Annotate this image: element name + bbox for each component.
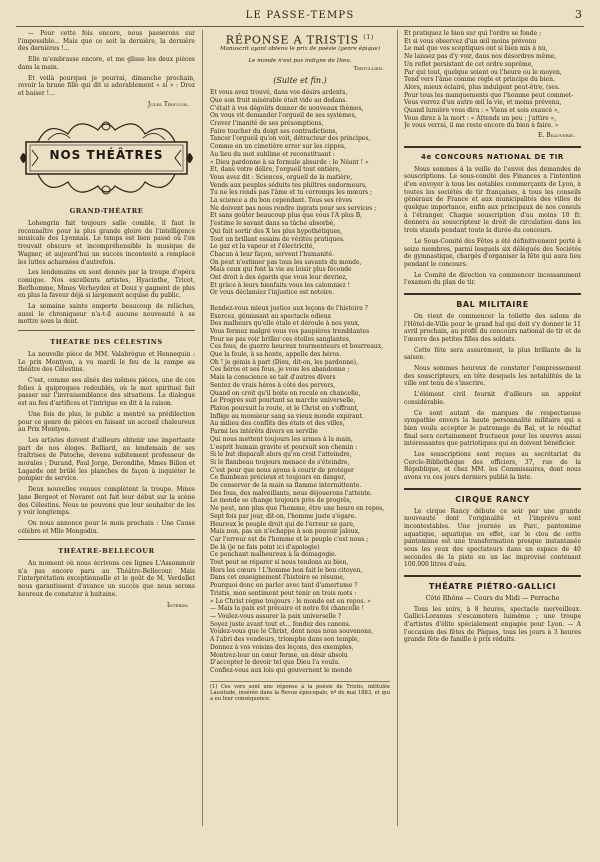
paragraph: Le Comité de direction va commencer incessamment l'examen du plan de tir. xyxy=(404,271,581,287)
verse-line: Si le but disparaît alors qu'on croit l'atteindre, xyxy=(210,451,352,459)
verse-line: Ne peut, non plus que l'homme, être une heure en repos, xyxy=(210,505,385,513)
poem-verses-end xyxy=(404,30,581,130)
section-title-celestins: THÉATRE DES CÉLESTINS xyxy=(50,338,163,347)
page-header xyxy=(16,6,584,27)
verse-line: Tristis, mon sentiment peut tenir en trois mots : xyxy=(210,589,357,597)
section-title-tir: 4e CONCOURS NATIONAL DE TIR xyxy=(421,152,564,161)
verse-line: — Voulez-vous assurer la paix universelle ? xyxy=(210,612,342,620)
verse-line: Car l'erreur est de l'homme et le peuple c'est nous ; xyxy=(210,535,369,543)
verse-line: Sept fois par jour, dit-on, l'homme juste s'égare. xyxy=(210,512,357,520)
verse-line: Le mal que vos sceptiques ont si bien mis à nu, xyxy=(404,45,548,53)
paragraph: Elle m'embrasse encore, et me glisse les deux pièces dans la main. xyxy=(18,56,195,71)
banner-title: NOS THÉÂTRES xyxy=(49,148,164,163)
verse-line: De conserver de la main sa flamme intermittente. xyxy=(210,482,362,490)
bellecour-paragraphs xyxy=(18,560,195,599)
intro-signature: Jules Troccon. xyxy=(147,100,189,108)
column-divider xyxy=(397,30,398,826)
section-divider xyxy=(18,330,195,331)
verse-line: J'estime le savant dans sa tâche absorbé, xyxy=(210,220,336,228)
verse-line: Qui fait sortir des X les plus hypothétiques, xyxy=(210,227,343,235)
verse-line: Sentez de vrais héros à côté des pervers, xyxy=(210,381,336,389)
verse-line: Je vous verrai, il me reste encore du bien à faire. » xyxy=(404,122,559,130)
verse-line: Ces fous, de guerre heureux tourmenteurs et bourreaux, xyxy=(210,343,384,351)
verse-line: Ne laissez pas d'y voir, dans nos désordres même, xyxy=(404,53,557,61)
verse-line: — Mais la paix est précaire et notre foi chancelle ! xyxy=(210,605,364,613)
paragraph: La nouvelle pièce de MM. Valabrègue et Hennequin : Le prix Montyon, a vu mardi le feu de la rampe au théâtre des Célestins. xyxy=(18,350,195,374)
section-divider xyxy=(404,293,581,295)
verse-line: Rendez-vous mieux justice aux leçons de l'histoire ? xyxy=(210,304,368,312)
verse-line: Comme en un cimetière errer sur les cippes, xyxy=(210,143,347,151)
epigraph-author: Tertullien. xyxy=(353,65,384,72)
verse-line: Pour tous les manquements que l'homme peut commet- xyxy=(404,91,574,99)
verse-line: Tancer l'orgueil qu'on voit, détracteur des principes, xyxy=(210,135,371,143)
verse-line: La science a du bon cependant. Tous ses rêves xyxy=(210,197,353,205)
verse-line: L'esprit humain gravite et poursuit son chemin : xyxy=(210,443,358,451)
verse-line: Mais ceux qui font la vie au loisir plus féconde xyxy=(210,266,352,274)
verse-line: Montrez-leur un cœur ferme, un désir absolu xyxy=(210,651,348,659)
verse-line: Donnez à vos voisins des leçons, des exemples, xyxy=(210,643,354,651)
grand-theatre-paragraphs xyxy=(18,220,195,326)
verse-line: Des malheurs qu'elle étale et déroule à nos yeux, xyxy=(210,320,360,328)
section-divider xyxy=(404,488,581,490)
verse-line: De là (je ne fais point ici d'apologie) xyxy=(210,543,320,551)
verse-line: Soyez juste avant tout et... fondez des canons. xyxy=(210,620,351,628)
verse-line: Crever l'inanité de ses présomptions, xyxy=(210,119,324,127)
verse-line: Que son fruit misérable était vide au dedans. xyxy=(210,96,348,104)
rancy-paragraphs xyxy=(404,508,581,570)
section-title-pietro: THÉATRE PIÉTRO-GALLICI xyxy=(428,582,557,592)
verse-line: Oh ! je gémis à part (Dieu, dit-on, les pardonne), xyxy=(210,358,358,366)
nos-theatres-banner xyxy=(18,114,195,200)
poem-title: RÉPONSE A TRISTIS $^{(1)}$ xyxy=(225,33,375,47)
verse-line: Qui nous mettent toujours les armes à la main, xyxy=(210,435,353,443)
verse-line: Pour ne pas voir briller ces étoiles sanglantes, xyxy=(210,335,351,343)
paragraph: Deux nouvelles venues complètent la troupe. Mmes Jane Bergeot et Novaret ont fait leur début sur la scène des Célestins. Nous ne pouvons que leur souhaiter de les y voir longtemps. xyxy=(18,486,195,517)
poem-signature: E. Beauverie. xyxy=(537,132,575,140)
paragraph: Cette fête sera assurément, la plus brillante de la saison. xyxy=(404,346,581,362)
verse-line: Exercez, gémissant au spectacle odieux xyxy=(210,312,332,320)
verse-line: Tout peut se réparer si nous tendons au bien, xyxy=(210,559,349,567)
verse-line: Au lieu du mot sublime et reconstituant : xyxy=(210,150,335,158)
column-divider xyxy=(202,30,203,826)
section-title-bellecour: THÉATRE-BELLECOUR xyxy=(58,547,155,556)
verse-line xyxy=(210,297,390,305)
verse-line: Au milieu des conflits des états et des villes, xyxy=(210,420,345,428)
paragraph: Une fois de plus, le public a montré sa prédilection pour ce genre de pièces en faisant un accueil chaleureux au Prix Montyon. xyxy=(18,410,195,434)
verse-line: « Le Christ règne toujours : le monde est en repos. » xyxy=(210,597,371,605)
paragraph: Les artistes doivent d'ailleurs obtenir une importante part de nos éloges. Belliard, au lendemain de ses traîtrises de Patoche, devenu subitement professeur de morales ; Durand, Paul Jorge, Derondihe, Mmes Billon et Lagarde ont brûlé les planches de façon à inquiéter le pompier de service. xyxy=(18,436,195,483)
poem-epigraph: Le monde n'est pas indigne de Dieu. xyxy=(248,58,352,65)
verse-line: Mais la conscience se tait d'autres divers xyxy=(210,374,336,382)
paragraph: Les lendemains en sont donnés par la troupe d'opéra comique. Nos excellents artistes, Hyacinthe, Tricot, Berlhomme, Mmes Verheyden et Douz y gagnent de plus en plus la faveur déjà si largement acquise du public. xyxy=(18,269,195,300)
verse-line: Tout un brillant essaim de vérités pratiques. xyxy=(210,235,345,243)
verse-line: Pourquoi donc en parler avec tant d'amertume ? xyxy=(210,582,358,590)
verse-line: Ce flambeau précieux et toujours en danger, xyxy=(210,474,346,482)
verse-line: Le gaz et la vapeur et l'électricité, xyxy=(210,243,315,251)
paragraph: Ce sont autant de marques de respectueuse sympathie envers la haute personnalité militaire qui a bien voulu accepter le patronage du Bal, et le résultat final sera certainement fructueux pour les œuvres aussi intéressantes que patriotiques qui en doivent bénéficier. xyxy=(404,409,581,448)
verse-line: Et si vous observez d'un œil moins prévenu xyxy=(404,37,537,45)
verse-line: Vous direz à la mort : « Attends un peu ; j'attire », xyxy=(404,114,557,122)
verse-line: Mais non, pas un n'échappe à son pouvoir jaloux, xyxy=(210,528,360,536)
verse-line: D'accepter le devoir tel que Dieu l'a voulu. xyxy=(210,659,340,667)
verse-line: Vous verrez d'un autre œil la vie, et moins prévenu, xyxy=(404,99,562,107)
paragraph: C'est, comme ses aînés des mêmes pièces, une de ces folies à quiproquos redoublés, où le mot spirituel fait passer sur l'invraisemblance des situations. Le dialogue est au feu d'artifices et l'intrigue en dit à la raison. xyxy=(18,376,195,408)
celestins-paragraphs xyxy=(18,351,195,535)
paragraph: Le Sous-Comité des Fêtes a été définitivement porté à seize membres, parmi lesquels six délégués des Sociétés de gymnastique, chargés d'organiser la fête qui aura lieu pendant le concours. xyxy=(404,237,581,268)
verse-line: Dans cet enseignement l'histoire se résume, xyxy=(210,574,345,582)
verse-line: Quand lumière vous dira : « Viens et sois exaucé », xyxy=(404,107,560,115)
verse-line: Voulez-vous que le Christ, dont nous nous souvenons, xyxy=(210,628,373,636)
paragraph: La semaine sainte emporte beaucoup de relâches, aussi le chroniqueur n'a-t-il aucune nouveauté à se mettre sous la dent. xyxy=(18,303,195,326)
tir-paragraphs xyxy=(404,166,581,288)
verse-line: Tu ne les rends pas l'âme et tu corromps les mœurs ; xyxy=(210,189,373,197)
verse-line: Tend vers l'âme comme règle et principe du bien. xyxy=(404,76,555,84)
verse-line: C'était à vos dégoûts donner de nouveaux thèmes, xyxy=(210,104,364,112)
paragraph: Nous sommes heureux de constater l'empressement des souscripteurs, en tête desquels les notabilités de la ville ont tenu de s'inscrire. xyxy=(404,365,581,388)
bal-paragraphs xyxy=(404,313,581,482)
paragraph: Au moment où nous écrivons ces lignes L'Assommoir n'a pas encore paru au Théâtre-Bellecour. Mais l'interprétation exceptionnelle et le goût de M. Verdellet nous garantissent d'avance un succès que nous serons heureux de constater à huitaine. xyxy=(18,560,195,598)
section-title-bal: BAL MILITAIRE xyxy=(456,300,529,310)
verse-line: Et vous avez trouvé, dans vos désirs ardents, xyxy=(210,89,348,97)
verse-line: Ces héros et ses fous, je vous les abandonne ; xyxy=(210,366,350,374)
verse-line: Parmi les intérêts divers en servilie xyxy=(210,428,318,436)
paragraph: Et voilà pourquoi je pourrai, dimanche prochain, revoir la brune fille qui dit si adorablement « si » : Droz et baiser !... xyxy=(18,74,195,97)
section-title-grand-theatre: GRAND-THÉATRE xyxy=(69,207,144,216)
verse-line: Vous fermez malgré vous vos paupières tremblantes xyxy=(210,327,370,335)
verse-line: Et sans goûter beaucoup plus que vous l'A plus B, xyxy=(210,212,363,220)
verse-line: Et pratiquez le bien sur qui l'ordre se fonde ; xyxy=(404,30,542,37)
verse-line: Vends aux peuples séduits tes philtres endormeurs, xyxy=(210,181,367,189)
verse-line: C'est pour que nous ayons à courir de protéger xyxy=(210,466,354,474)
column-1 xyxy=(18,30,195,826)
section-divider xyxy=(404,575,581,577)
paragraph: Le cirque Rancy débute ce soir par une grande nouveauté dont l'originalité et l'imprévu sont incontestables. Une journée au Parc, pantomime aquatique, aquatique en effet, car le clou de cette pantomime est une transformation presque instantanée sous les yeux des spectateurs dans un espace de 40 secondes de la piste en un lac improvisé contenant 100.000 litres d'eau. xyxy=(404,507,581,569)
verse-line: On peut n'estimer pas tous les savants du monde, xyxy=(210,258,362,266)
verse-line: Quand on croit qu'il boite on recule en chancelle, xyxy=(210,389,361,397)
verse-line: A l'abri des vendeurs, triomphe dans son temple, xyxy=(210,636,360,644)
poem-continuation-note: (Suite et fin.) xyxy=(273,76,327,86)
footnote: (1) Ces vers sont une réponse à la poésie de Tristis, intitulée Lassitude, insérée dans la Revue épiscopale, nº de mai 1883, et qui a eu leur conséquence. xyxy=(210,681,390,703)
column-3 xyxy=(404,30,581,826)
verse-line: Chacun à leur façon, servent l'humanité. xyxy=(210,250,334,258)
verse-line: Ne doivent pas nous rendre ingrats pour ses services ; xyxy=(210,204,377,212)
poem-verses xyxy=(210,89,390,674)
verse-line: Or vous déclamiez l'injustice est notoire. xyxy=(210,289,335,297)
newspaper-title: LE PASSE-TEMPS xyxy=(245,10,355,21)
column-2 xyxy=(210,30,390,826)
pietro-subtitle: Côté Rhône — Cours du Midi — Perrache xyxy=(425,593,560,602)
section-divider xyxy=(404,146,581,148)
section-title-rancy: CIRQUE RANCY xyxy=(455,494,530,504)
verse-line: Hors les cœurs ! L'homme bon fait le bon citoyen, xyxy=(210,566,363,574)
poem-subtitle: Manuscrit ayant obtenu le prix de poésie (genre épique) xyxy=(219,46,381,53)
verse-line: Vous avez dit : Sciences, orgueil de la matière, xyxy=(210,173,353,181)
verse-line: Inflige au monsieur sang sa vieux monde expirant. xyxy=(210,412,364,420)
verse-line: Confiez-vous aux lois qui gouvernent le monde xyxy=(210,666,353,674)
verse-line: Le monde se change toujours près de progrès, xyxy=(210,497,352,505)
verse-line: Si le flambeau toujours menace de s'éteindre, xyxy=(210,458,350,466)
pietro-paragraphs xyxy=(404,606,581,645)
verse-line: Par qui tout, quelque soient ou l'heure ou le moyen, xyxy=(404,68,562,76)
paragraph: On nous annonce pour le mois prochain : Une Cause célèbre et Mlle Mongodin. xyxy=(18,519,195,535)
paragraph: — Pour cette fois encore, nous passerons sur l'impossible... Mais que ce soit la dernière, la dernière des dernières !... xyxy=(18,30,195,53)
verse-line: Des fous, des malveillants, nous déjouerons l'attente. xyxy=(210,489,373,497)
section-divider xyxy=(18,539,195,540)
verse-line: Platon poursuit la route, et le Christ en s'offrant, xyxy=(210,405,359,412)
verse-line: Et grâce à leurs bienfaits vous les calomniez ! xyxy=(210,281,351,289)
verse-line: Ont droit à des égards que vous leur devriez, xyxy=(210,274,348,282)
paragraph: Tous les soirs, à 8 heures, spectacle merveilleux. Gallici-Loramus s'escamotera luimême ; une troupe d'artistes d'élite spécialement engagée pour Lyon. — A l'occasion des fêtes de Pâques, tous les jours à 3 heures grande fête de famille à prix réduits. xyxy=(404,605,581,644)
verse-line: « Dieu pardonne à sa formule absurde : le Néant ! » xyxy=(210,158,369,166)
verse-line: Et, dans votre délire, l'orgueil tout entière, xyxy=(210,166,341,174)
paragraph: On vient de commencer la toilette des salons de l'Hôtel-de-Ville pour le grand bal qui doit s'y donner le 11 avril prochain, au profit du concours national de tir et de l'œuvre des petites filles des soldats. xyxy=(404,312,581,343)
paragraph: L'élément civil fournit d'ailleurs un appoint considérable. xyxy=(404,391,581,406)
verse-line: Heureux le peuple droit qui de l'erreur se gare, xyxy=(210,520,355,528)
verse-line: On vous vit demander l'orgueil de ses systèmes, xyxy=(210,112,357,120)
verse-line: Un reflet persistant de cet ordre suprême, xyxy=(404,60,534,68)
page-number: 3 xyxy=(575,8,582,21)
verse-line: Que la foule, à sa honte, appelle des héros. xyxy=(210,351,342,359)
paragraph: Les souscriptions sont reçues au secrétariat du Cercle-Bibliothèque des officiers, 37, rue de la République, et chez MM. les Commissaires, dont nous avons vu ces jours derniers publié la liste. xyxy=(404,451,581,482)
verse-line: Alors, mieux éclairé, plus indulgent peut-être, (ses. xyxy=(404,83,560,91)
intro-paragraphs xyxy=(18,30,195,98)
verse-line: Le Progrès suit pourtant sa marche universelle, xyxy=(210,397,356,405)
paragraph: Lohengrin fait toujours salle comble, il faut le reconnaître pour la plus grande gloire de l'intelligence musicale des Lyonnais. Le temps est bien passé où l'on trouvait obscure et incompréhensible la musique de Wagner, et aujourd'hui un succès incontesté a remplacé les luttes acharnées d'autrefois. xyxy=(18,220,195,266)
verse-line: Faire toucher du doigt ses contradictions, xyxy=(210,127,338,135)
bellecour-signature: Intérim. xyxy=(166,601,189,609)
verse-line: Ce penchant malheureux à la démagogie. xyxy=(210,551,337,559)
paragraph: Nous sommes à la veille de l'envoi des demandes de souscriptions. Le sous-comité des Finances a l'intention d'en envoyer à tous les notables commerçants de Lyon, à toutes les sociétés de tir françaises, à tous les conseils généraux de France et aux municipalités des villes de quelque importance, enfin aux principaux de nos consuls à l'étranger. Chaque souscription d'au moins 10 fr. donnera au souscripteur le droit de circulation dans les trois stands pendant toute la durée du concours. xyxy=(404,165,581,235)
